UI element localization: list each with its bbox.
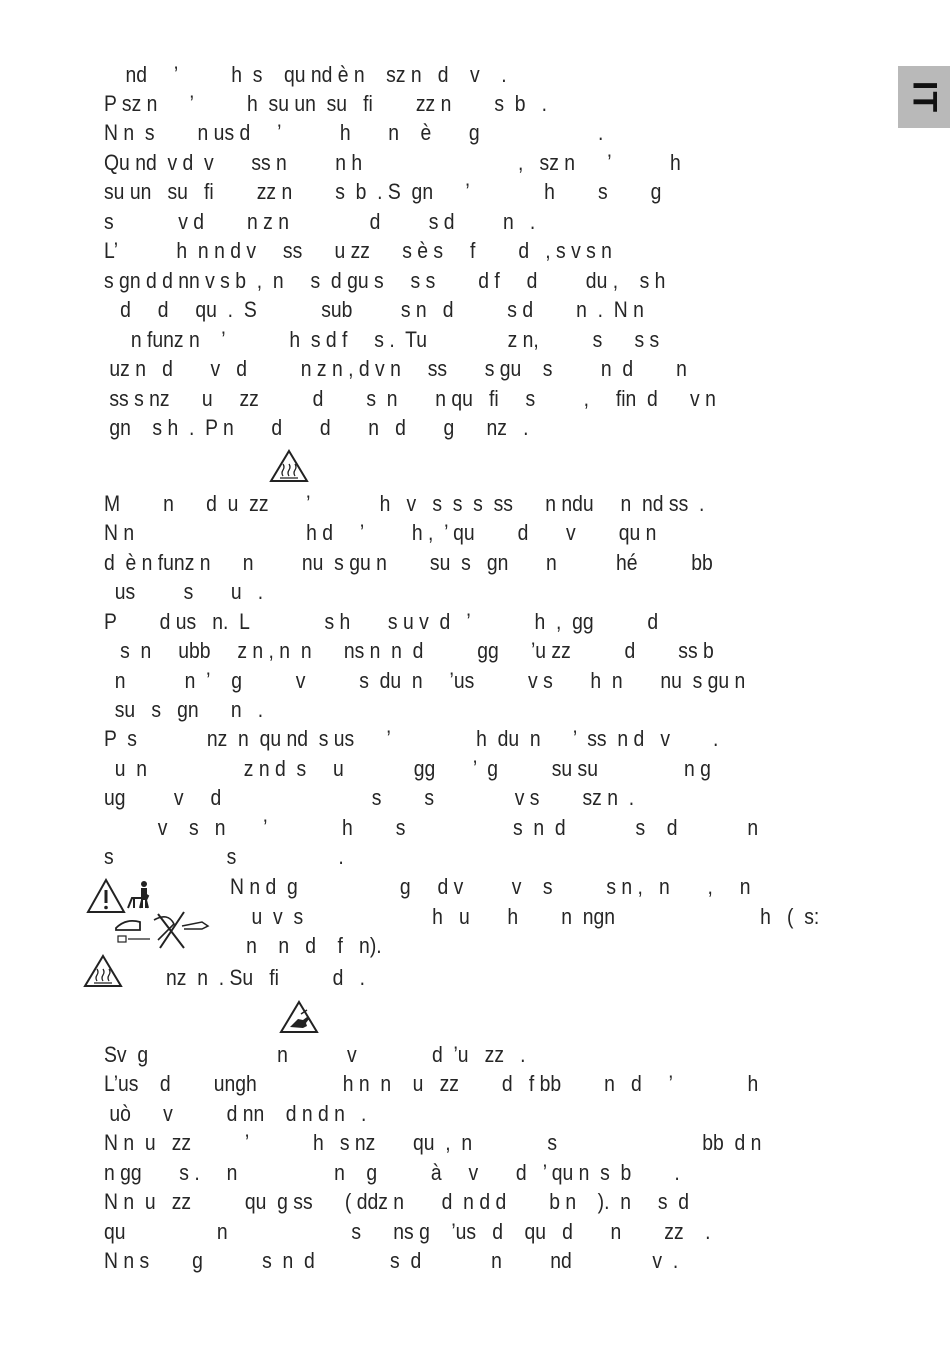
text-line: nd ’ h s qu nd è n sz n d v . [104,62,507,87]
text-line: P sz n ’ h su un su fi zz n s b . [104,91,548,116]
text-line: M n d u zz ’ h v s s s ss n ndu n nd ss . [104,491,705,516]
warning-text-line: N n d g g d v v s s n , n , n [230,874,751,899]
text-line: d d qu . S sub s n d s d n . N n [104,297,644,322]
text-line: uò v d nn d n d n . [104,1101,367,1126]
text-line: N n s g s n d s d n nd v . [104,1248,679,1273]
hand-warning-icon [279,1000,319,1034]
text-line: gn s h . P n d d n d g nz . [104,415,529,440]
text-line: n n ’ g v s du n ’us v s h n nu s gu n [104,668,746,693]
text-line: su s gn n . [104,697,264,722]
hot-surface-icon [83,954,123,988]
text-line: L’us d ungh h n n u zz d f bb n d ’ h [104,1071,759,1096]
child-pet-warning-icon [86,878,216,950]
text-line: n funz n ’ h s d f s . Tu z n, s s s [104,327,660,352]
text-line: P s nz n qu nd s us ’ h du n ’ ss n d v . [104,726,719,751]
language-tab [898,66,950,128]
text-line: Qu nd v d v ss n n h , sz n ’ h [104,150,681,175]
text-line: us s u . [104,579,264,604]
text-line: ss s nz u zz d s n n qu fi s , fin d v n [104,386,716,411]
text-line: s gn d d nn v s b , n s d gu s s s d f d du , s h [104,268,666,293]
text-line: su un su fi zz n s b . S gn ’ h s g [104,179,662,204]
language-code: IT [905,80,944,114]
text-line: N n s n us d ’ h n è g . [104,120,604,145]
text-line: qu n s ns g ’us d qu d n zz . [104,1219,711,1244]
text-line: ug v d s s v s sz n . [104,785,635,810]
text-line: L’ h n n d v ss u zz s è s f d , s v s n [104,238,612,263]
text-line: u n z n d s u gg ’ g su su n g [104,756,711,781]
hot-surface-icon [269,449,309,483]
text-line: P d us n. L s h s u v d ’ h , gg d [104,609,659,634]
text-line: v s n ’ h s s n d s d n [104,815,759,840]
text-line: N n h d ’ h , ’ qu d v qu n [104,520,657,545]
text-line: s s . [104,844,344,869]
text-line: d è n funz n n nu s gu n su s gn n hé bb [104,550,713,575]
warning-text-line: n n d f n). [230,933,382,958]
hot-warning-line: nz n . Su fi d . [166,965,365,990]
text-line: s v d n z n d s d n . [104,209,536,234]
text-line: Sv g n v d ’u zz . [104,1042,526,1067]
warning-text-line: u v s h u h n ngn h ( s: [230,904,820,929]
text-line: N n u zz qu g ss ( ddz n d n d d b n ). n s d [104,1189,690,1214]
text-line: N n u zz ’ h s nz qu , n s bb d n [104,1130,762,1155]
text-line: s n ubb z n , n n ns n n d gg ’u zz d ss b [104,638,714,663]
text-line: n gg s . n n g à v d ’ qu n s b . [104,1160,680,1185]
text-line: uz n d v d n z n , d v n ss s gu s n d n [104,356,687,381]
